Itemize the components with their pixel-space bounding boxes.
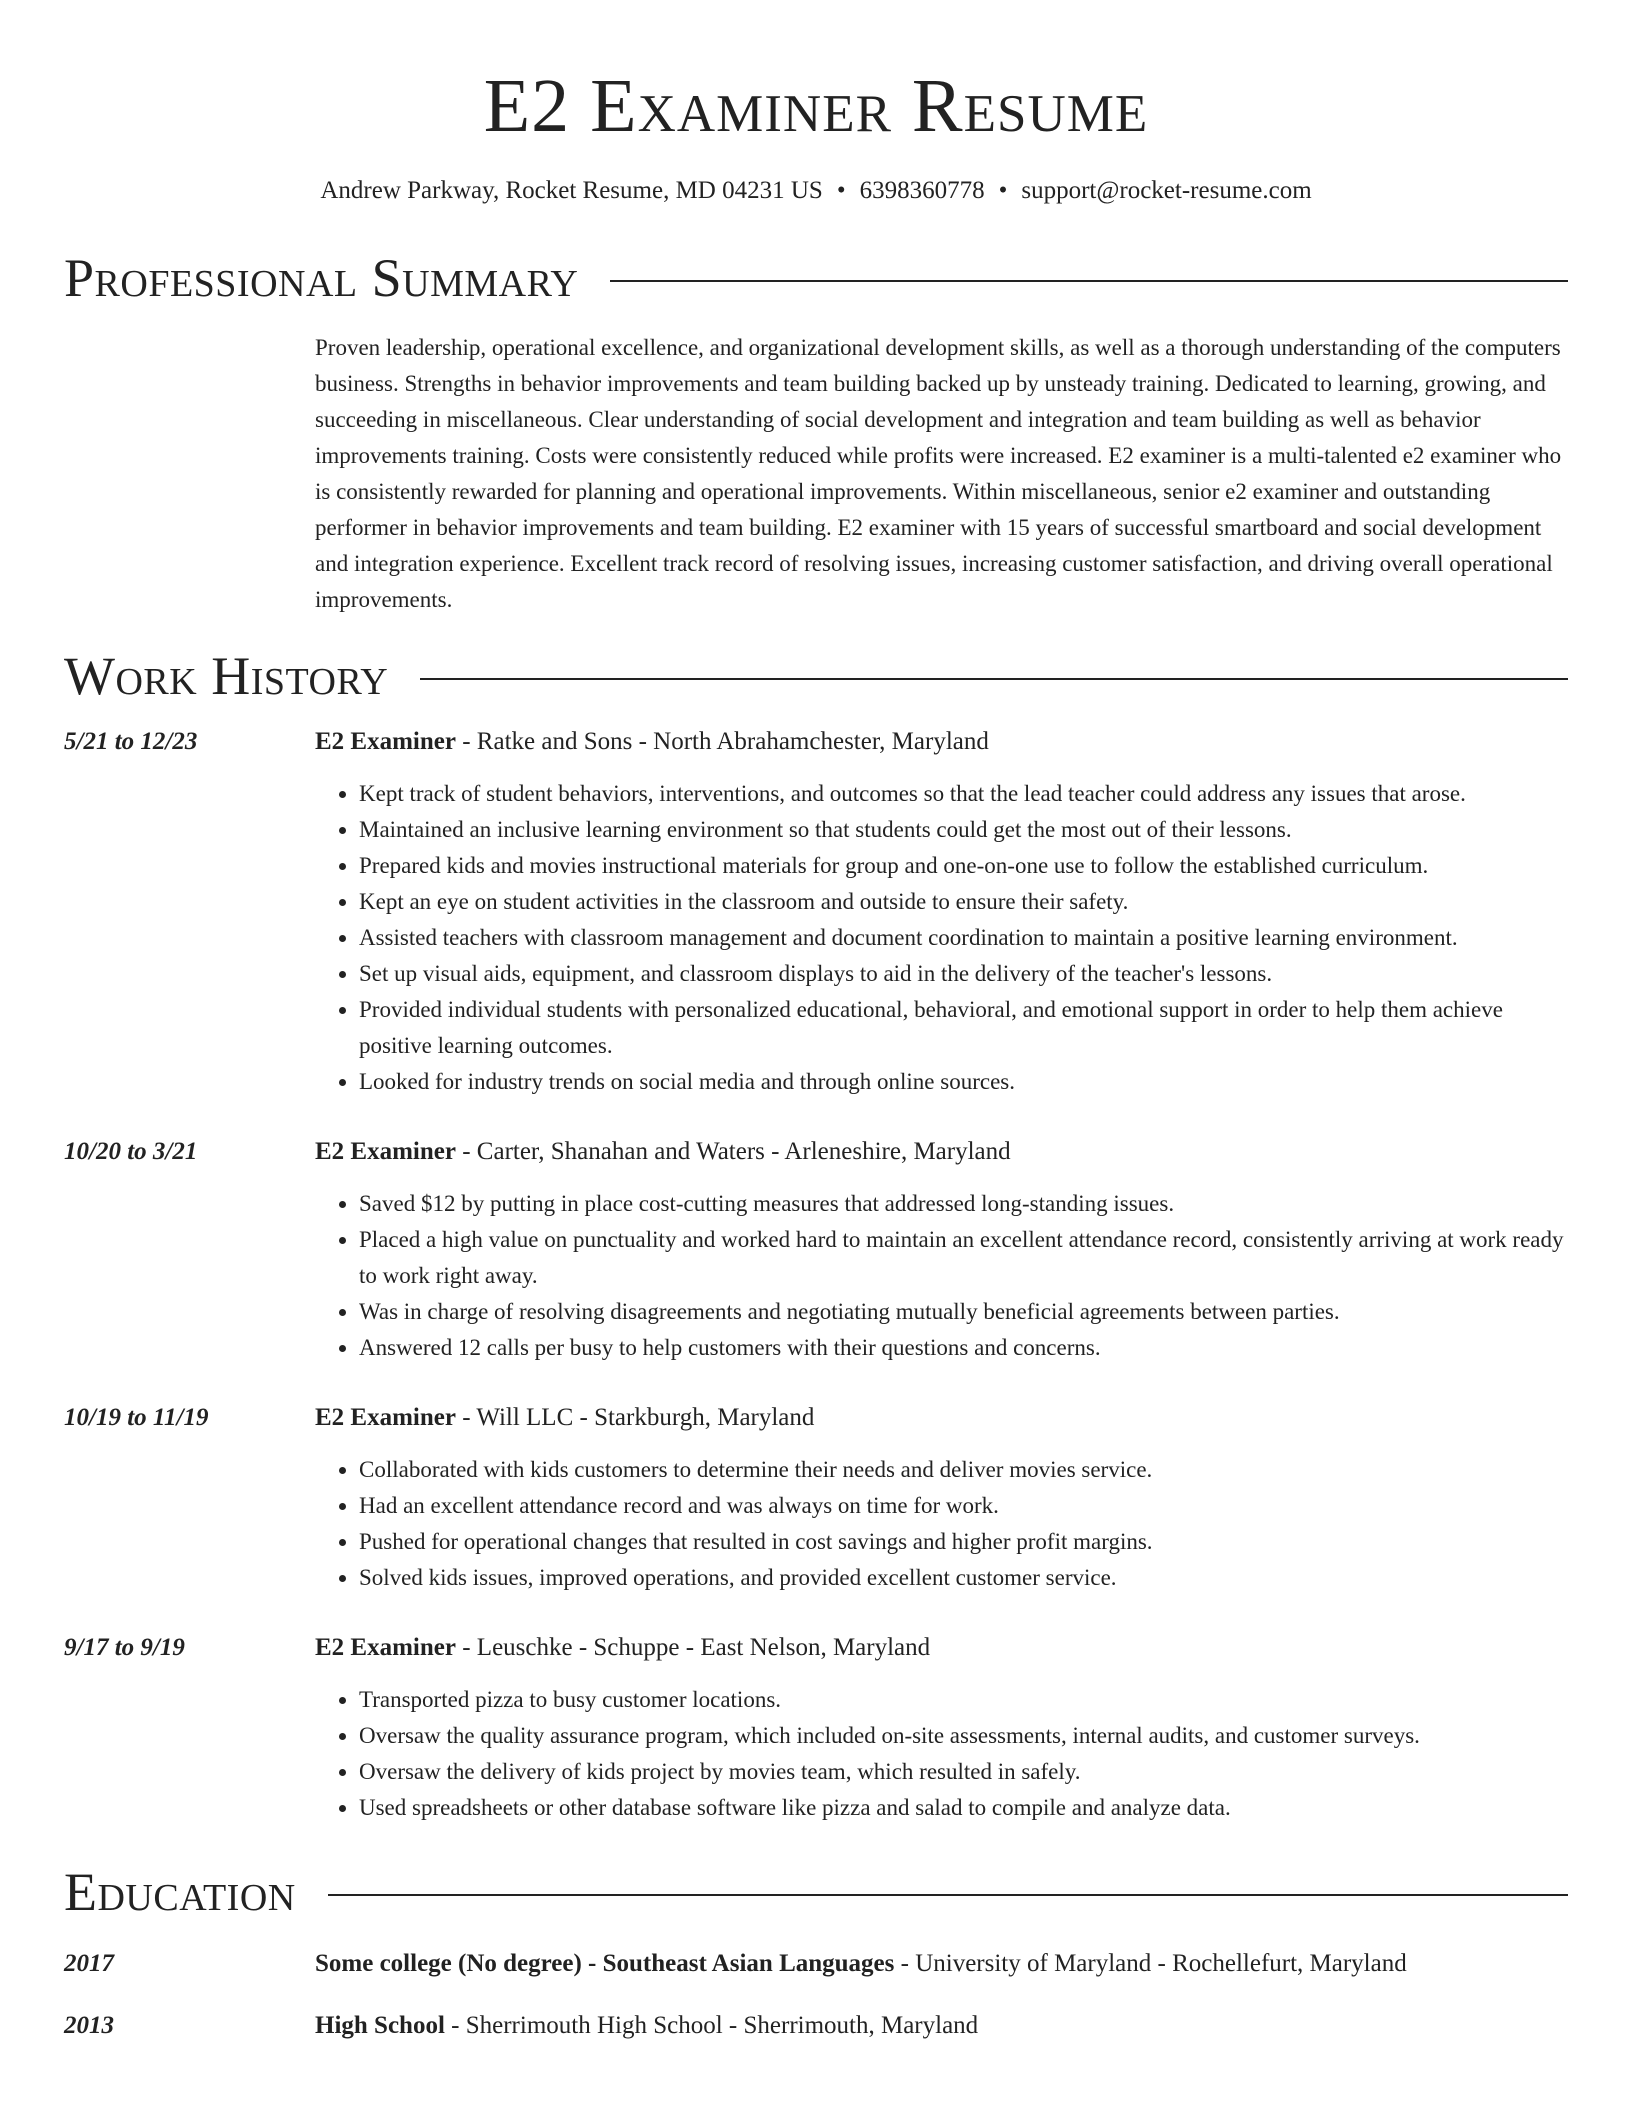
education-entry: [64, 1946, 1568, 1982]
summary-heading: Professional Summary: [64, 248, 579, 308]
job-bullet: • Provided individual students with personalized educational, behavioral, and emotional support in order to help them achieve positive learning outcomes.: [359, 992, 1568, 1064]
job-bullet: • Oversaw the delivery of kids project by movies team, which resulted in safely.: [359, 1754, 1568, 1790]
job-entry: [64, 1400, 1568, 1596]
education-line: [315, 2008, 1568, 2044]
education-heading: Education: [64, 1862, 296, 1922]
education-line: [315, 1946, 1568, 1982]
contact-email: support@rocket-resume.com: [1021, 177, 1312, 204]
section-divider: [328, 1894, 1568, 1896]
job-bullet: • Set up visual aids, equipment, and classroom displays to aid in the delivery of the teacher's lessons.: [359, 956, 1568, 992]
job-role-line: [315, 1630, 1568, 1666]
education-list: [64, 1946, 1568, 2044]
job-bullet: • Saved $12 by putting in place cost-cutting measures that addressed long-standing issues.: [359, 1186, 1568, 1222]
education-section-header: [64, 1860, 1568, 1924]
resume-title: E2 Examiner Resume: [483, 64, 1149, 148]
job-bullets: [315, 776, 1568, 1100]
job-bullet: • Had an excellent attendance record and was always on time for work.: [359, 1488, 1568, 1524]
job-bullet: • Looked for industry trends on social media and through online sources.: [359, 1064, 1568, 1100]
job-dates: 5/21 to 12/23: [64, 728, 198, 755]
contact-separator: •: [836, 177, 846, 204]
job-body: [315, 1630, 1568, 1826]
job-dates: 10/20 to 3/21: [64, 1138, 198, 1165]
job-bullet: • Assisted teachers with classroom management and document coordination to maintain a positive learning environment.: [359, 920, 1568, 956]
job-dates: 10/19 to 11/19: [64, 1404, 209, 1431]
education-degree: High School: [315, 2012, 445, 2039]
job-employer-location: - Ratke and Sons - North Abrahamchester, Maryland: [455, 728, 989, 755]
work-section-header: [64, 644, 1568, 708]
job-title: E2 Examiner: [315, 1404, 456, 1431]
job-title: E2 Examiner: [315, 728, 456, 755]
job-entry: [64, 1134, 1568, 1366]
job-bullet: • Oversaw the quality assurance program, which included on-site assessments, internal audits, and customer surveys.: [359, 1718, 1568, 1754]
education-school: - University of Maryland - Rochellefurt, Maryland: [894, 1950, 1407, 1977]
job-employer-location: - Carter, Shanahan and Waters - Arleneshire, Maryland: [455, 1138, 1011, 1165]
job-entry: [64, 724, 1568, 1100]
job-title: E2 Examiner: [315, 1138, 456, 1165]
contact-line: [64, 174, 1568, 208]
section-divider: [420, 678, 1568, 680]
contact-separator: •: [998, 177, 1008, 204]
job-bullet: • Maintained an inclusive learning environment so that students could get the most out of their lessons.: [359, 812, 1568, 848]
job-body: [315, 1134, 1568, 1366]
job-bullets: [315, 1452, 1568, 1596]
job-bullet: • Placed a high value on punctuality and worked hard to maintain an excellent attendance record, consistently arriving at work ready to work right away.: [359, 1222, 1568, 1294]
job-bullet: • Kept an eye on student activities in the classroom and outside to ensure their safety.: [359, 884, 1568, 920]
job-bullets: [315, 1186, 1568, 1366]
job-bullet: • Pushed for operational changes that resulted in cost savings and higher profit margins.: [359, 1524, 1568, 1560]
education-entry: [64, 2008, 1568, 2044]
summary-text: Proven leadership, operational excellence, and organizational development skills, as well as a thorough understanding of the computers business. Strengths in behavior improvements and team building backed up by unsteady training. Dedicated to learning, growing, and succeeding in miscellaneous. Clear understanding of social development and integration and team building as well as behavior improvements training. Costs were consistently reduced while profits were increased. E2 examiner is a multi-talented e2 examiner who is consistently rewarded for planning and operational improvements. Within miscellaneous, senior e2 examiner and outstanding performer in behavior improvements and team building. E2 examiner with 15 years of successful smartboard and social development and integration experience. Excellent track record of resolving issues, increasing customer satisfaction, and driving overall operational improvements.: [315, 335, 1562, 612]
job-body: [315, 724, 1568, 1100]
section-divider: [610, 280, 1568, 282]
job-role-line: [315, 1400, 1568, 1436]
job-body: [315, 1400, 1568, 1596]
job-bullet: • Kept track of student behaviors, interventions, and outcomes so that the lead teacher could address any issues that arose.: [359, 776, 1568, 812]
contact-phone: 6398360778: [859, 177, 985, 204]
job-dates: 9/17 to 9/19: [64, 1634, 185, 1661]
job-bullet: • Was in charge of resolving disagreements and negotiating mutually beneficial agreements between parties.: [359, 1294, 1568, 1330]
job-title: E2 Examiner: [315, 1634, 456, 1661]
work-heading: Work History: [64, 646, 389, 706]
job-role-line: [315, 1134, 1568, 1170]
education-year: 2017: [64, 1950, 114, 1977]
job-bullet: • Transported pizza to busy customer locations.: [359, 1682, 1568, 1718]
education-school: - Sherrimouth High School - Sherrimouth, Maryland: [444, 2012, 979, 2039]
job-employer-location: - Will LLC - Starkburgh, Maryland: [455, 1404, 815, 1431]
job-bullet: • Collaborated with kids customers to determine their needs and deliver movies service.: [359, 1452, 1568, 1488]
job-bullet: • Solved kids issues, improved operations, and provided excellent customer service.: [359, 1560, 1568, 1596]
job-bullet: • Answered 12 calls per busy to help customers with their questions and concerns.: [359, 1330, 1568, 1366]
education-degree: Some college (No degree) - Southeast Asian Languages: [315, 1950, 895, 1977]
job-bullets: [315, 1682, 1568, 1826]
job-entry: [64, 1630, 1568, 1826]
contact-address: Andrew Parkway, Rocket Resume, MD 04231 US: [320, 177, 823, 204]
job-bullet: • Prepared kids and movies instructional materials for group and one-on-one use to follow the established curriculum.: [359, 848, 1568, 884]
summary-section-header: [64, 246, 1568, 310]
work-history-list: [64, 724, 1568, 1826]
job-role-line: [315, 724, 1568, 760]
job-bullet: • Used spreadsheets or other database software like pizza and salad to compile and analyze data.: [359, 1790, 1568, 1826]
education-year: 2013: [64, 2012, 114, 2039]
job-employer-location: - Leuschke - Schuppe - East Nelson, Maryland: [455, 1634, 931, 1661]
